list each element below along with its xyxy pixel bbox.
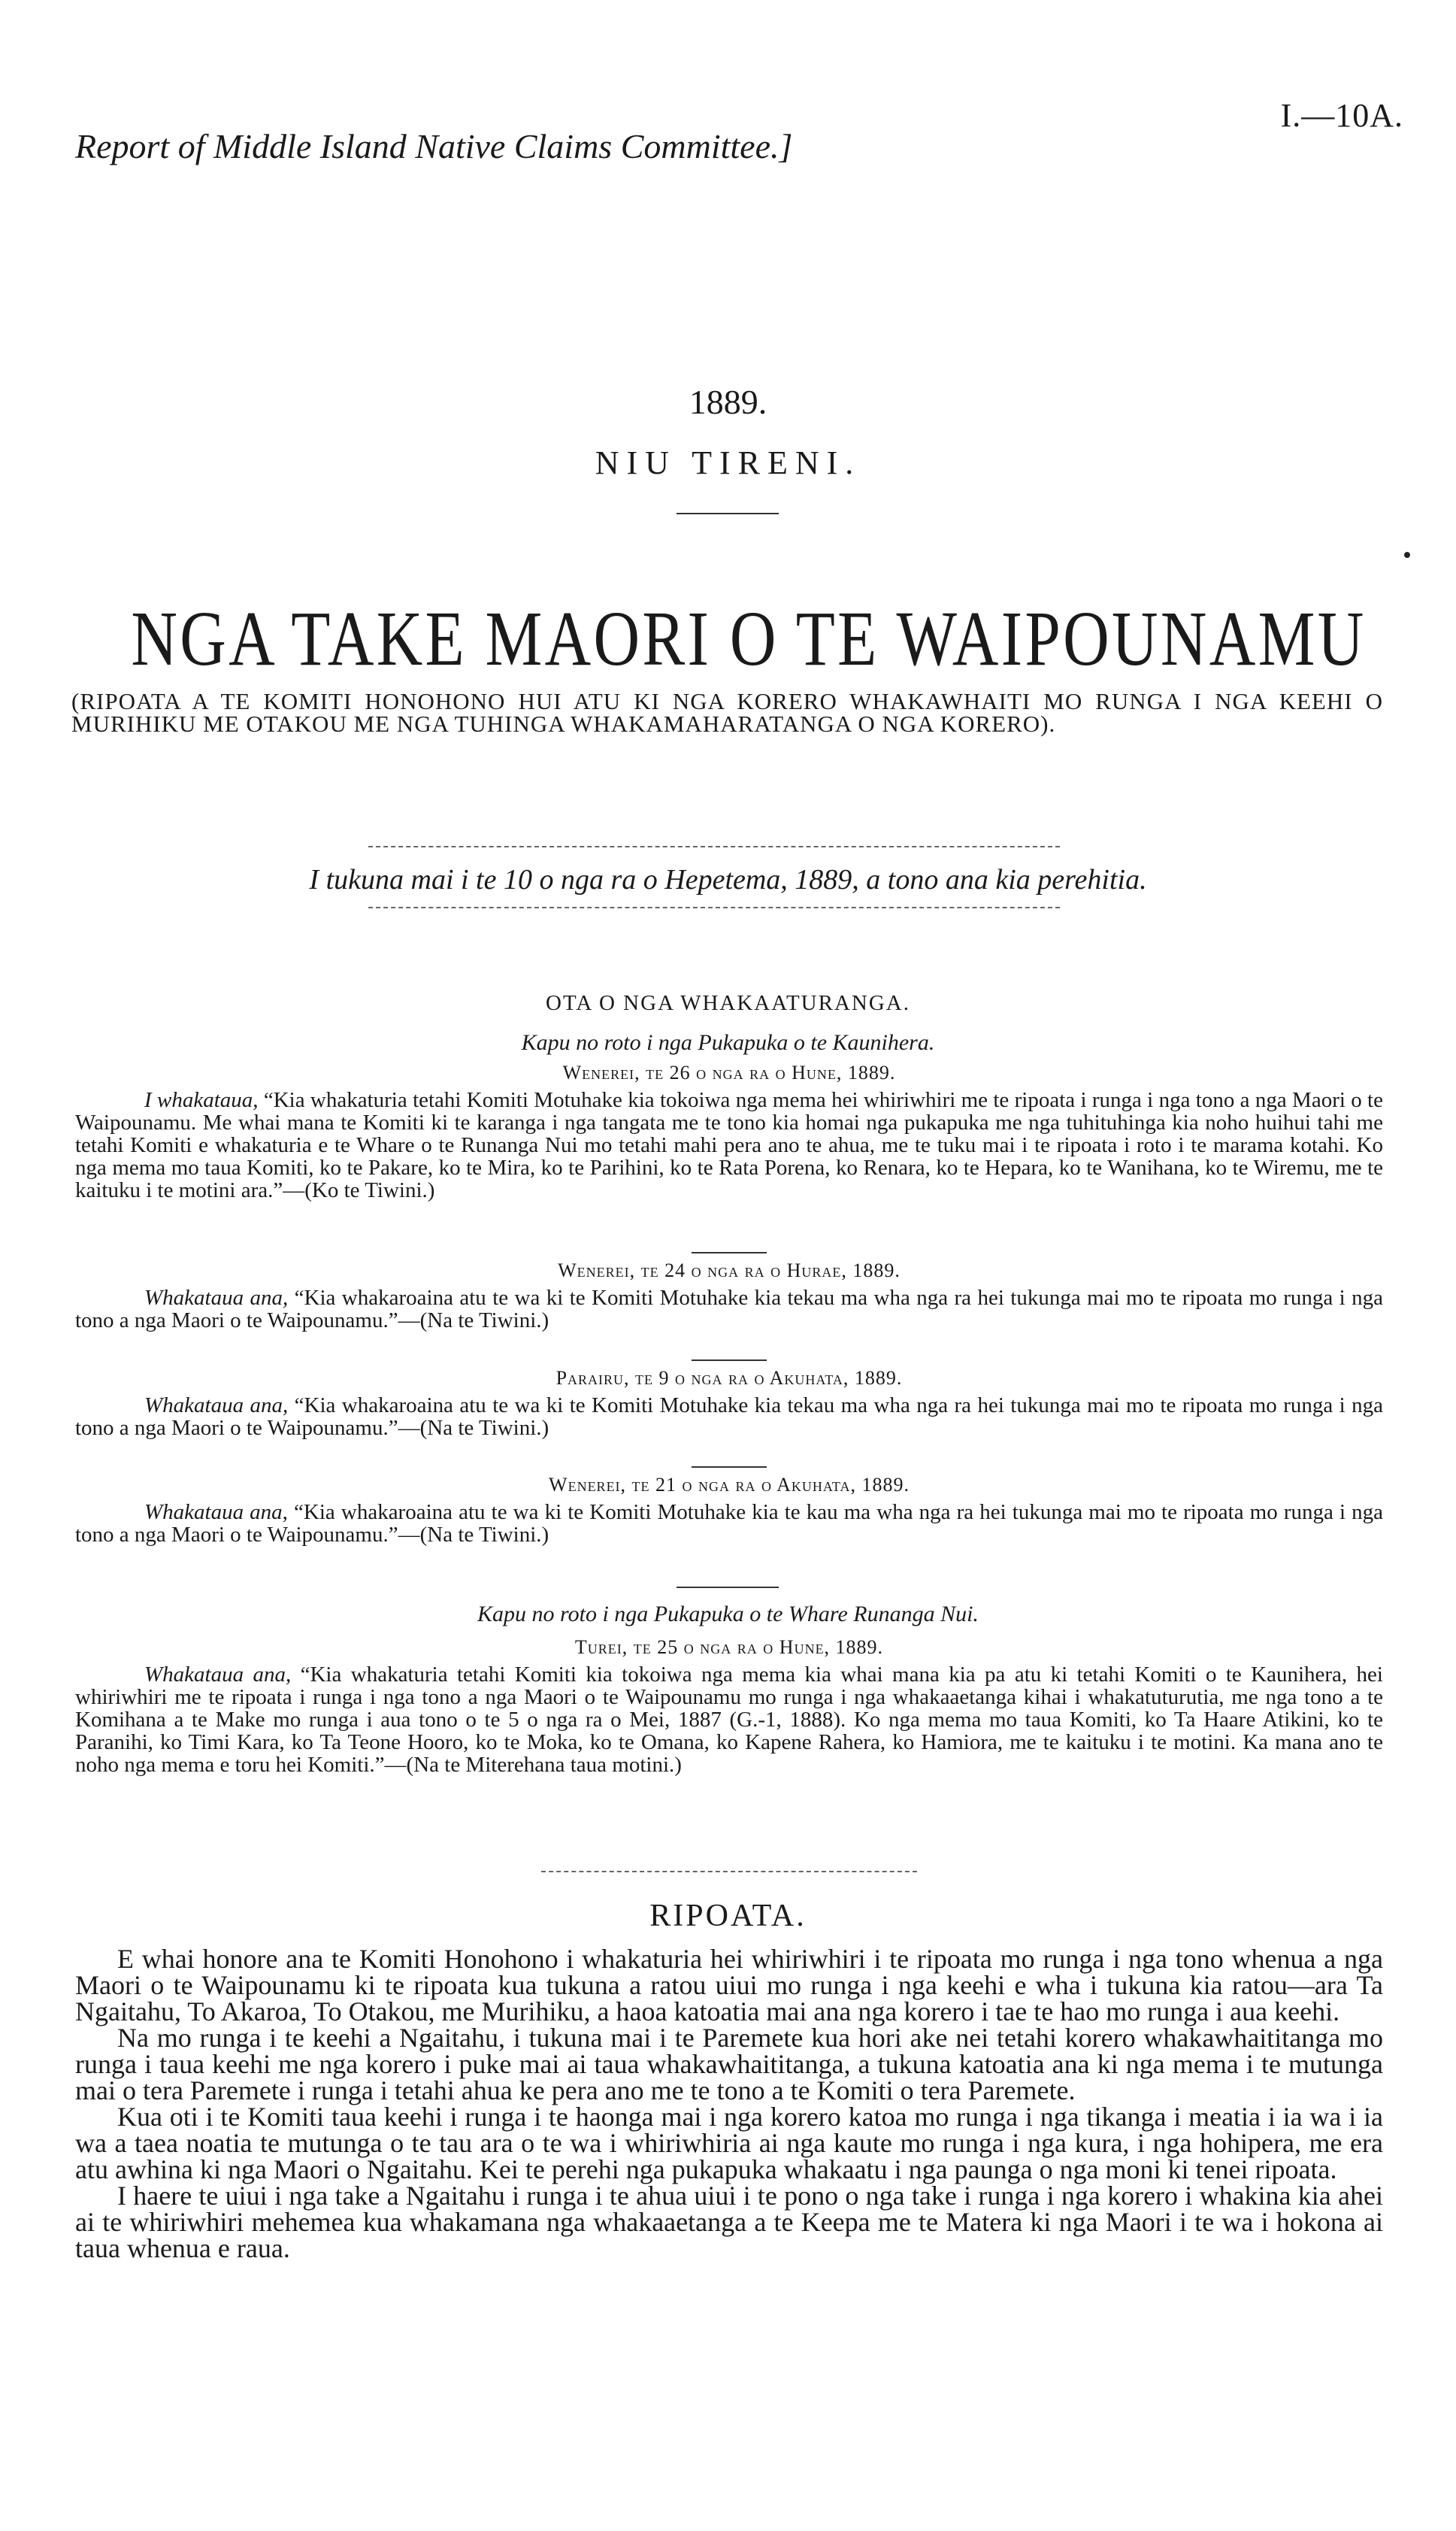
divider <box>541 1871 917 1872</box>
divider <box>677 1587 779 1588</box>
entry-lead: Whakataua ana, <box>144 1286 289 1310</box>
council-entry <box>75 1259 1383 1332</box>
divider <box>677 513 779 514</box>
country: NIU TIRENI. <box>595 444 861 481</box>
entry-body <box>75 1287 1383 1332</box>
entry-date: Wenerei, te 24 o nga ra o Hurae, 1889. <box>558 1259 901 1281</box>
entry-date: Wenerei, te 26 o nga ra o Hune, 1889. <box>562 1062 896 1084</box>
entry-text: “Kia whakaturia tetahi Komiti Motuhake kia tokoiwa nga mema hei whiriwhiri me te ripoata i runga i nga tono a nga Maori o te Waipounamu. Me whai mana te Komiti ki te karanga i nga tangata me te tono kia homai nga pukapuka me nga tuhituhinga kia noho huihui tahi me tetahi Komiti e whakaturia e te Whare o te Runanga Nui mo tetahi mahi pera ano te ahua, me te tuku mai i te ripoata i roto i te marama kotahi. Ko nga mema mo taua Komiti, ko te Pakare, ko te Mira, ko te Parihini, ko te Rata Porena, ko Renara, ko te Hepara, ko te Wanihana, ko te Wiremu, me te kaituku i te motini ara.”—(Ko te Tiwini.) <box>75 1088 1383 1202</box>
print-mark <box>1404 552 1410 558</box>
entry-lead: I whakataua, <box>144 1088 259 1112</box>
entry-text: “Kia whakaroaina atu te wa ki te Komiti Motuhake kia tekau ma wha nga ra hei tukunga mai mo te ripoata mo runga i nga tono a nga Maori o te Waipounamu.”—(Na te Tiwini.) <box>75 1286 1383 1332</box>
divider <box>692 1252 767 1253</box>
entry-date: Parairu, te 9 o nga ra o Akuhata, 1889. <box>555 1367 903 1389</box>
house-entry <box>75 1636 1383 1776</box>
entry-lead: Whakataua ana, <box>144 1393 289 1417</box>
entry-body <box>75 1089 1383 1202</box>
presented-line: I tukuna mai i te 10 o nga ra o Hepetema, 1889, a tono ana kia perehitia. <box>309 864 1147 896</box>
divider <box>692 1466 767 1468</box>
entry-text: “Kia whakaroaina atu te wa ki te Komiti Motuhake kia tekau ma wha nga ra hei tukunga mai mo te ripoata mo runga i nga tono a nga Maori o te Waipounamu.”—(Na te Tiwini.) <box>75 1393 1383 1440</box>
council-entry <box>75 1474 1383 1546</box>
document-subtitle: (RIPOATA A TE KOMITI HONOHONO HUI ATU KI NGA KORERO WHAKAWHAITI MO RUNGA I NGA KEEHI O MURIHIKU ME OTAKOU ME NGA TUHINGA WHAKAMAHARATANGA O NGA KORERO). <box>71 688 1383 737</box>
council-heading: Kapu no roto i nga Pukapuka o te Kaunihera. <box>521 1030 935 1055</box>
report-title: RIPOATA. <box>649 1899 807 1933</box>
report-body <box>75 1946 1383 2262</box>
divider <box>368 846 1060 847</box>
entry-date: Wenerei, te 21 o nga ra o Akuhata, 1889. <box>549 1474 910 1496</box>
entry-body <box>75 1501 1383 1546</box>
entry-date: Turei, te 25 o nga ra o Hune, 1889. <box>574 1636 884 1658</box>
report-paragraph: Na mo runga i te keehi a Ngaitahu, i tukuna mai i te Paremete kua hori ake nei tetahi korero whakawhaititanga mo runga i taua keehi me nga korero i puke mai ai taua whakawhaititanga, a tukuna katoatia ana ki nga mema i te mutunga mai o tera Paremete i runga i tetahi ahua ke pera ano me te tono a te Komiti o tera Paremete. <box>75 2023 1383 2105</box>
council-entry <box>75 1367 1383 1439</box>
entry-lead: Whakataua ana, <box>144 1663 292 1687</box>
report-paragraph: Kua oti i te Komiti taua keehi i runga i te haonga mai i nga korero katoa mo runga i nga tikanga i meatia i ia wa i ia wa a taea noatia te mutunga o te tau ara o te wa i whiriwhiria ai nga kaute mo runga i nga kura, i nga hohipera, me era atu awhina ki nga Maori o Ngaitahu. Kei te perehi nga pukapuka whakaatu i nga paunga o nga moni ki tenei ripoata. <box>75 2102 1383 2184</box>
house-heading: Kapu no roto i nga Pukapuka o te Whare Runanga Nui. <box>477 1602 979 1626</box>
council-entry <box>75 1062 1383 1202</box>
report-paragraph: E whai honore ana te Komiti Honohono i whakaturia hei whiriwhiri i te ripoata mo runga i nga tono whenua a nga Maori o te Waipounamu ki te ripoata kua tukuna a ratou uiui mo runga i nga keehi e wha i tukuna kia ratou—ara Ta Ngaitahu, To Akaroa, To Otakou, me Murihiku, a haoa katoatia mai ana nga korero i tae te hao mo runga i aua keehi. <box>75 1944 1383 2026</box>
document-title: NGA TAKE MAORI O TE WAIPOUNAMU <box>131 596 1367 682</box>
entry-text: “Kia whakaroaina atu te wa ki te Komiti Motuhake kia te kau ma wha nga ra hei tukunga mai mo te ripoata mo runga i nga tono a nga Maori o te Waipounamu.”—(Na te Tiwini.) <box>75 1500 1383 1547</box>
year: 1889. <box>689 383 767 421</box>
entry-body <box>75 1394 1383 1439</box>
contents-title: OTA O NGA WHAKAATURANGA. <box>546 991 910 1015</box>
entry-text: “Kia whakaturia tetahi Komiti kia tokoiwa nga mema kia whai mana kia pa atu ki tetahi Komiti o te Kaunihera, hei whiriwhiri me te ripoata i runga i nga tono a nga Maori o te Waipounamu mo runga i nga whakaaetanga kihai i whakatuturutia, me nga tono a te Komihana a te Make mo runga i aua tono o te 5 o nga ra o Mei, 1887 (G.-1, 1888). Ko nga mema mo taua Komiti, ko Ta Haare Atikini, ko te Paranihi, ko Timi Kara, ko Ta Teone Hooro, ko te Moka, ko te Omana, ko Kapene Rahera, ko Hamiora, me te kaituku i te motini. Ka mana ano te noho nga mema e toru hei Komiti.”—(Na te Miterehana taua motini.) <box>75 1663 1383 1777</box>
report-paragraph: I haere te uiui i nga take a Ngaitahu i runga i te ahua uiui i te pono o nga take i runga i nga korero i whakina kia ahei ai te whiriwhiri mehemea kua whakamana nga whakaaetanga a te Keepa me te Matera ki nga Maori i te wa i hokona ai taua whenua e raua. <box>75 2181 1383 2263</box>
divider <box>692 1359 767 1361</box>
page-reference: I.—10A. <box>1280 97 1403 134</box>
running-header: Report of Middle Island Native Claims Committee.] <box>75 127 793 165</box>
entry-lead: Whakataua ana, <box>144 1500 288 1524</box>
divider <box>368 907 1060 908</box>
entry-body <box>75 1663 1383 1776</box>
